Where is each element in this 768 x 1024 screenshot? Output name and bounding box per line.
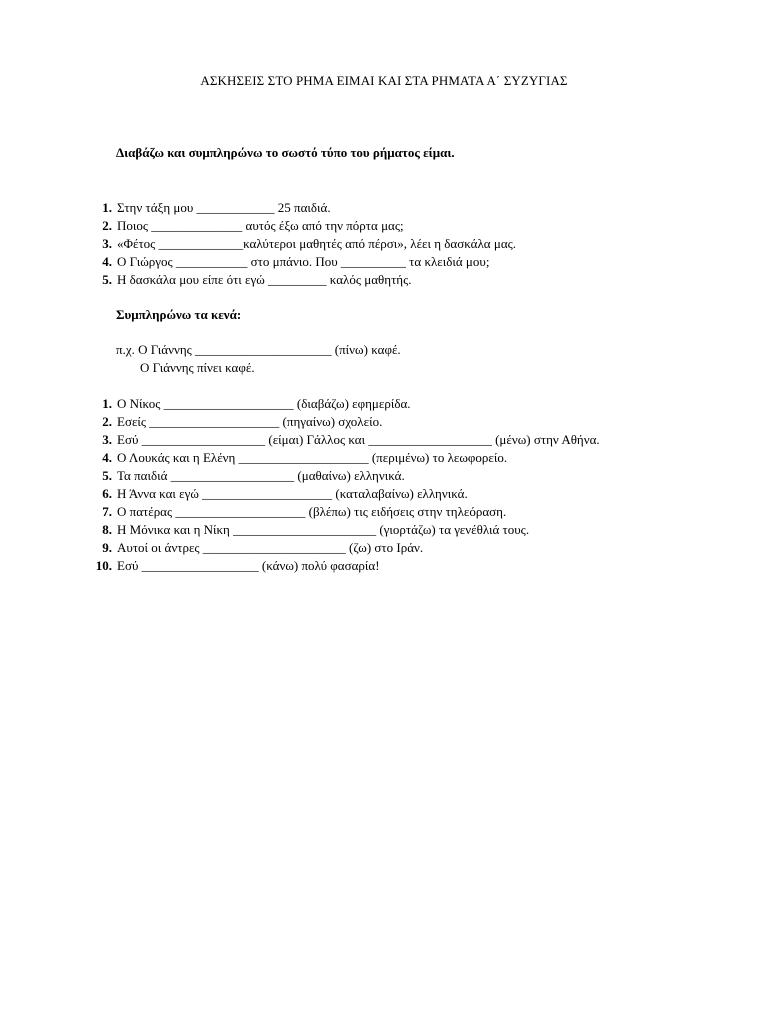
item-text: Ο Νίκος ____________________ (διαβάζω) εφημερίδα. [117,396,411,411]
example-answer: Ο Γιάννης πίνει καφέ. [140,360,255,375]
item-text: Εσύ __________________ (κάνω) πολύ φασαρία! [117,558,380,573]
item-number: 7. [102,504,112,519]
item-text: Ο πατέρας ____________________ (βλέπω) τις ειδήσεις στην τηλεόραση. [117,504,507,519]
item-number: 8. [102,522,112,537]
item-text: Εσύ ___________________ (είμαι) Γάλλος και ___________________ (μένω) στην Αθήνα. [117,432,600,447]
item-text: Εσείς ____________________ (πηγαίνω) σχολείο. [117,414,383,429]
document-title: ΑΣΚΗΣΕΙΣ ΣΤΟ ΡΗΜΑ ΕΙΜΑΙ ΚΑΙ ΣΤΑ ΡΗΜΑΤΑ Α΄ ΣΥΖΥΓΙΑΣ [200,73,568,88]
item-number: 2. [102,218,112,233]
section-1-heading: Διαβάζω και συμπληρώνω το σωστό τύπο του ρήματος είμαι. [116,145,455,160]
item-text: Τα παιδιά ___________________ (μαθαίνω) ελληνικά. [117,468,405,483]
item-number: 1. [102,396,112,411]
item-text: Ο Γιώργος ___________ στο μπάνιο. Που __________ τα κλειδιά μου; [117,254,490,269]
item-number: 10. [95,558,112,573]
item-number: 5. [102,272,112,287]
item-number: 2. [102,414,112,429]
item-number: 4. [102,254,112,269]
example-block [116,341,401,377]
item-text: «Φέτος _____________καλύτεροι μαθητές από πέρσι», λέει η δασκάλα μας. [117,236,517,251]
item-text: Στην τάξη μου ____________ 25 παιδιά. [117,200,331,215]
item-text: Ποιος ______________ αυτός έξω από την πόρτα μας; [117,218,404,233]
item-text: Η Άννα και εγώ ____________________ (καταλαβαίνω) ελληνικά. [117,486,468,501]
item-number: 3. [102,432,112,447]
item-number: 6. [102,486,112,501]
item-text: Ο Λουκάς και η Ελένη ____________________ (περιμένω) το λεωφορείο. [117,450,508,465]
item-number: 4. [102,450,112,465]
item-number: 9. [102,540,112,555]
item-number: 5. [102,468,112,483]
item-text: Η Μόνικα και η Νίκη ______________________ (γιορτάζω) τα γενέθλιά τους. [117,522,530,537]
item-number: 1. [102,200,112,215]
section-2-heading: Συμπληρώνω τα κενά: [116,307,242,322]
item-text: Αυτοί οι άντρες ______________________ (ζω) στο Ιράν. [117,540,424,555]
example-line: π.χ. Ο Γιάννης _____________________ (πίνω) καφέ. [116,342,401,357]
item-number: 3. [102,236,112,251]
item-text: Η δασκάλα μου είπε ότι εγώ _________ καλός μαθητής. [117,272,412,287]
